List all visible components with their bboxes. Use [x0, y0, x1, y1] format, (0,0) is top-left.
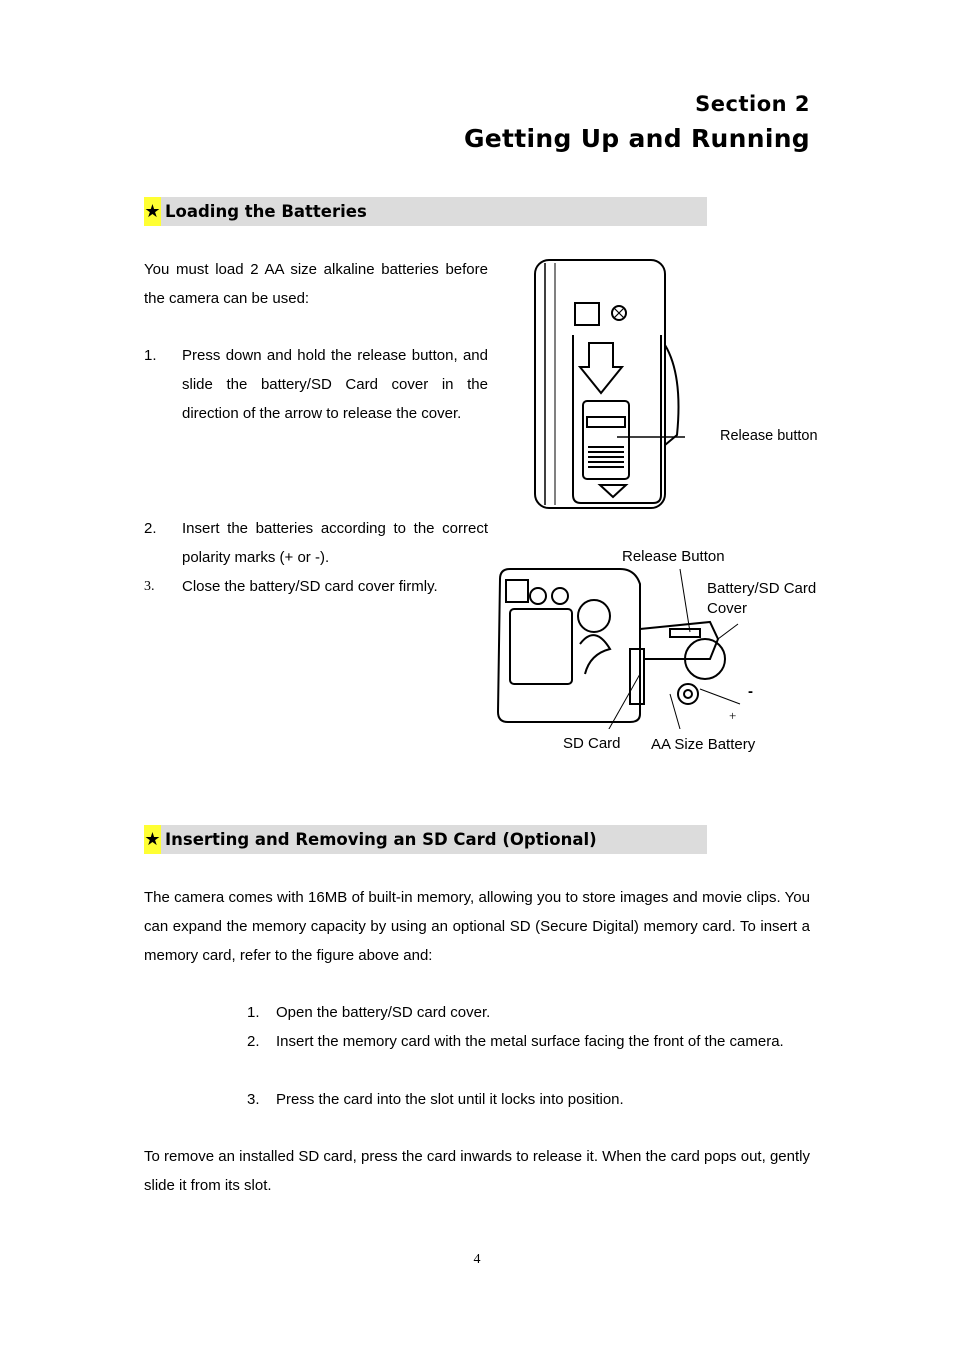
sdcard-intro: The camera comes with 16MB of built-in memory, allowing you to store images and movie clips. You can expand the memory capacity by using an optional SD (Secure Digital) memory card. To insert a memory card, refer to the figure above and:	[144, 889, 810, 964]
loading-step-3-text: Close the battery/SD card cover firmly.	[182, 578, 438, 595]
sdcard-step-2-num: 2.	[247, 1033, 260, 1050]
minus-label: -	[748, 683, 753, 700]
section-title: Getting Up and Running	[463, 124, 810, 153]
loading-step-2-num: 2.	[144, 520, 157, 537]
loading-intro: You must load 2 AA size alkaline batteries before the camera can be used:	[144, 261, 488, 307]
sdcard-outro: To remove an installed SD card, press the card inwards to release it. When the card pops out, gently slide it from its slot.	[144, 1148, 810, 1194]
sdcard-step-3-text: Press the card into the slot until it locks into position.	[276, 1091, 624, 1108]
release-button-label: Release button	[720, 428, 818, 444]
loading-step-3-num: 3.	[144, 579, 155, 594]
release-button-label-2: Release Button	[622, 548, 725, 565]
loading-step-1-text: Press down and hold the release button, and slide the battery/SD Card cover in the direction of the arrow to release the cover.	[182, 347, 488, 422]
section-label: Section 2	[695, 92, 810, 116]
sdcard-heading: Inserting and Removing an SD Card (Optional)	[165, 830, 597, 849]
page-number: 4	[473, 1252, 481, 1267]
loading-heading: Loading the Batteries	[165, 202, 367, 221]
sdcard-step-1-text: Open the battery/SD card cover.	[276, 1004, 491, 1021]
plus-label: +	[729, 708, 737, 723]
aa-battery-label: AA Size Battery	[651, 736, 756, 753]
sdcard-step-2-text: Insert the memory card with the metal surface facing the front of the camera.	[276, 1033, 784, 1050]
battery-cover-label: Battery/SD Card Cover	[707, 580, 817, 617]
sdcard-heading-bar	[144, 825, 707, 854]
camera-side-figure	[525, 255, 690, 515]
sdcard-step-1-num: 1.	[247, 1004, 260, 1021]
star-icon: ★	[144, 825, 161, 854]
loading-step-2-text: Insert the batteries according to the correct polarity marks (+ or -).	[182, 520, 488, 566]
sd-card-label: SD Card	[563, 735, 621, 752]
star-icon: ★	[144, 197, 161, 226]
loading-step-1-num: 1.	[144, 347, 157, 364]
sdcard-step-3-num: 3.	[247, 1091, 260, 1108]
loading-heading-bar	[144, 197, 707, 226]
